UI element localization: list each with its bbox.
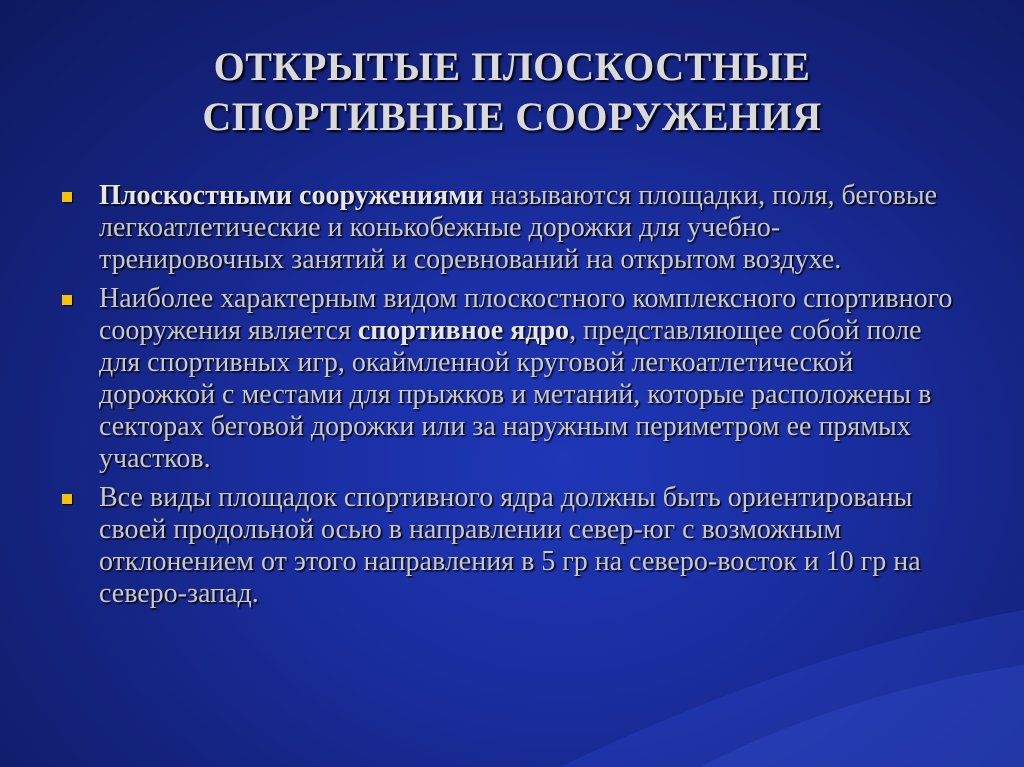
- slide-title-line-2: СПОРТИВНЫЕ СООРУЖЕНИЯ: [202, 94, 822, 139]
- bullet-marker-icon: [62, 494, 72, 504]
- bullet-item-2: [62, 283, 962, 475]
- slide-title: [0, 42, 1024, 142]
- bullet-marker-icon: [62, 295, 72, 305]
- bullet-1-bold-term: Плоскостными сооружениями: [99, 180, 484, 211]
- bullet-list: [62, 180, 962, 617]
- bullet-item-1: [62, 180, 962, 276]
- bullet-2-text-before: Наиболее характерным видом плоскостного комплексного спортивного сооружения является: [99, 283, 953, 346]
- bullet-2-text-after: , представляющее собой поле для спортивных игр, окаймленной круговой легкоатлетической дорожкой с местами для прыжков и метаний, которые расположены в секторах беговой дорожки или за наружным периметром ее прямых участков.: [99, 315, 932, 474]
- bullet-item-3: [62, 482, 962, 610]
- slide-title-line-1: ОТКРЫТЫЕ ПЛОСКОСТНЫЕ: [213, 44, 811, 89]
- bullet-1-text: называются площадки, поля, беговые легкоатлетические и конькобежные дорожки для учебно-тренировочных занятий и соревнований на открытом воздухе.: [99, 180, 938, 275]
- bullet-3-text: Все виды площадок спортивного ядра должны быть ориентированы своей продольной осью в направлении север-юг с возможным отклонением от этого направления в 5 гр на северо-восток и 10 гр на северо-запад.: [99, 482, 921, 609]
- bullet-marker-icon: [62, 192, 72, 202]
- bullet-2-bold-term: спортивное ядро: [357, 315, 570, 346]
